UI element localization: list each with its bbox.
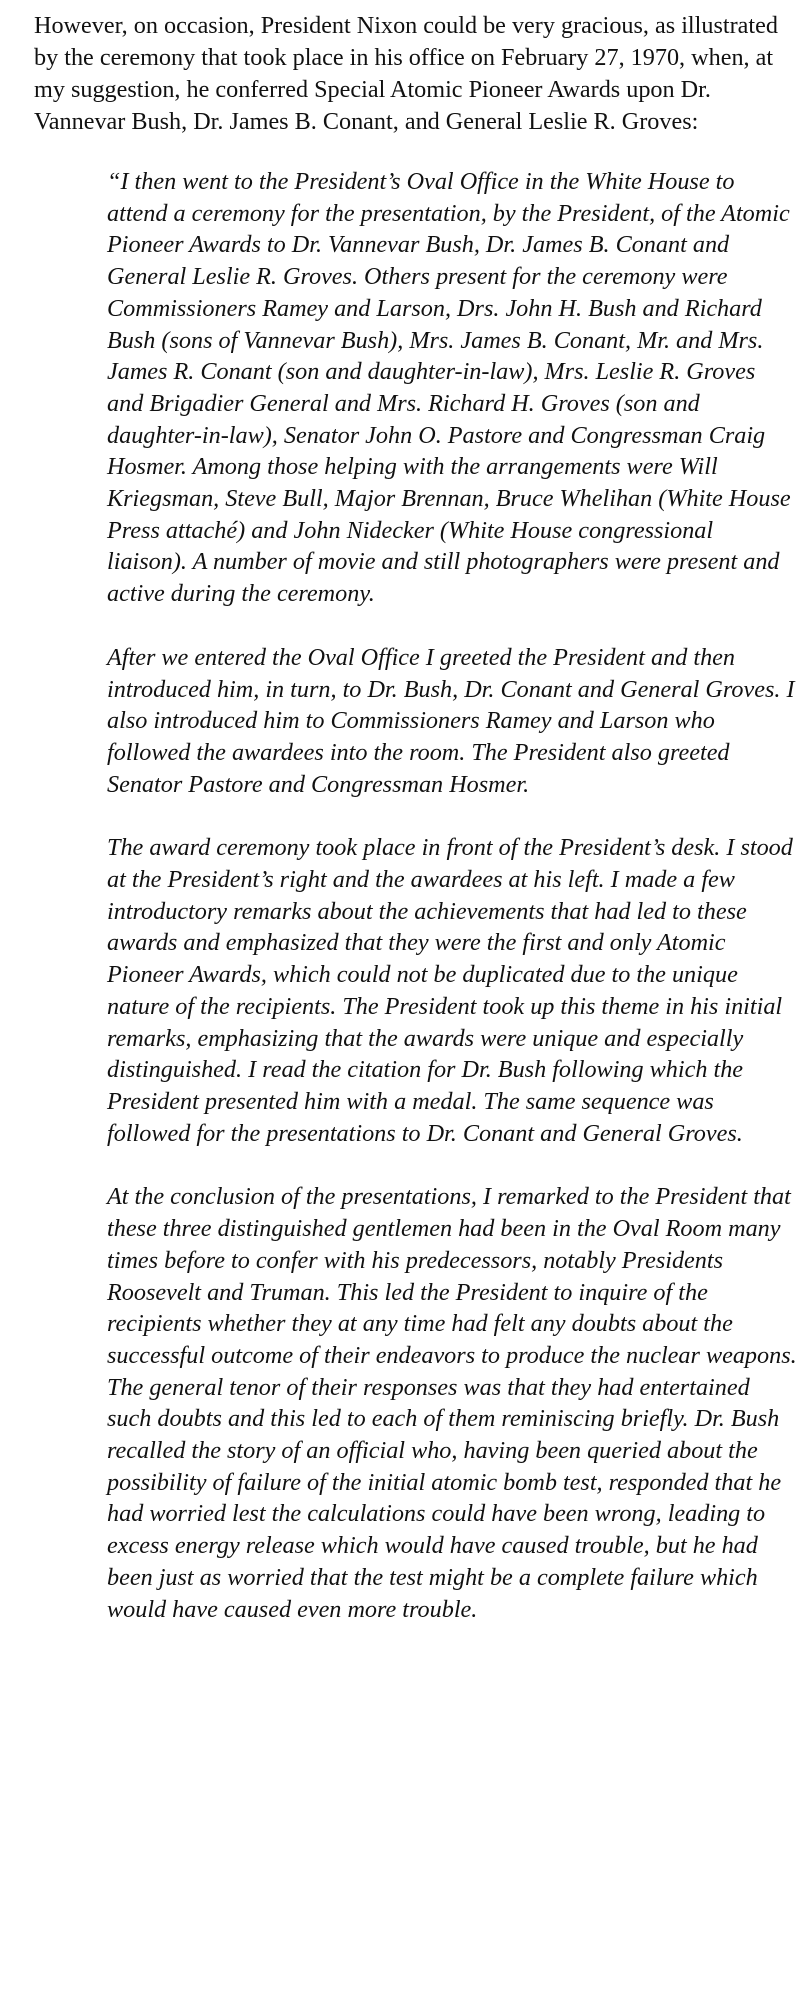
quote-paragraph-3: The award ceremony took place in front of the President’s desk. I stood at the President’s right and the awardees at his left. I made a few introductory remarks about the achievements that had led to these awards and emphasized that they were the first and only Atomic Pioneer Awards, which could not be duplicated due to the unique nature of the recipients. The President took up this theme in his initial remarks, emphasizing that the awards were unique and especially distinguished. I read the citation for Dr. Bush following which the President presented him with a medal. The same sequence was followed for the presentations to Dr. Conant and General Groves. [107,834,793,1147]
quote-paragraph-1: “I then went to the President’s Oval Office in the White House to attend a ceremony for the presentation, by the President, of the Atomic Pioneer Awards to Dr. Vannevar Bush, Dr. James B. Conant and General Leslie R. Groves. Others present for the ceremony were Commissioners Ramey and Larson, Drs. John H. Bush and Richard Bush (sons of Vannevar Bush), Mrs. James B. Conant, Mr. and Mrs. James R. Conant (son and daughter-in-law), Mrs. Leslie R. Groves and Brigadier General and Mrs. Richard H. Groves (son and daughter-in-law), Senator John O. Pastore and Congressman Craig Hosmer. Among those helping with the arrangements were Will Kriegsman, Steve Bull, Major Brennan, Bruce Whelihan (White House Press attaché) and John Nidecker (White House congressional liaison). A number of movie and still photographers were present and active during the ceremony. [107,168,791,608]
quote-paragraph-2: After we entered the Oval Office I greeted the President and then introduced him, in turn, to Dr. Bush, Dr. Conant and General Groves. I also introduced him to Commissioners Ramey and Larson who followed the awardees into the room. The President also greeted Senator Pastore and Congressman Hosmer. [107,643,795,798]
quote-paragraph-4: At the conclusion of the presentations, I remarked to the President that these three distinguished gentlemen had been in the Oval Room many times before to confer with his predecessors, notably Presidents Roosevelt and Truman. This led the President to inquire of the recipients whether they at any time had felt any doubts about the successful outcome of their endeavors to produce the nuclear weapons. The general tenor of their responses was that they had entertained such doubts and this led to each of them reminiscing briefly. Dr. Bush recalled the story of an official who, having been queried about the possibility of failure of the initial atomic bomb test, responded that he had worried lest the calculations could have been wrong, leading to excess energy release which would have caused trouble, but he had been just as worried that the test might be a complete failure which would have caused even more trouble. [107,1183,797,1623]
block-quote [107,166,797,1625]
intro-paragraph: However, on occasion, President Nixon could be very gracious, as illustrated by the ceremony that took place in his office on February 27, 1970, when, at my suggestion, he conferred Special Atomic Pioneer Awards upon Dr. Vannevar Bush, Dr. James B. Conant, and General Leslie R. Groves: [34,12,778,135]
